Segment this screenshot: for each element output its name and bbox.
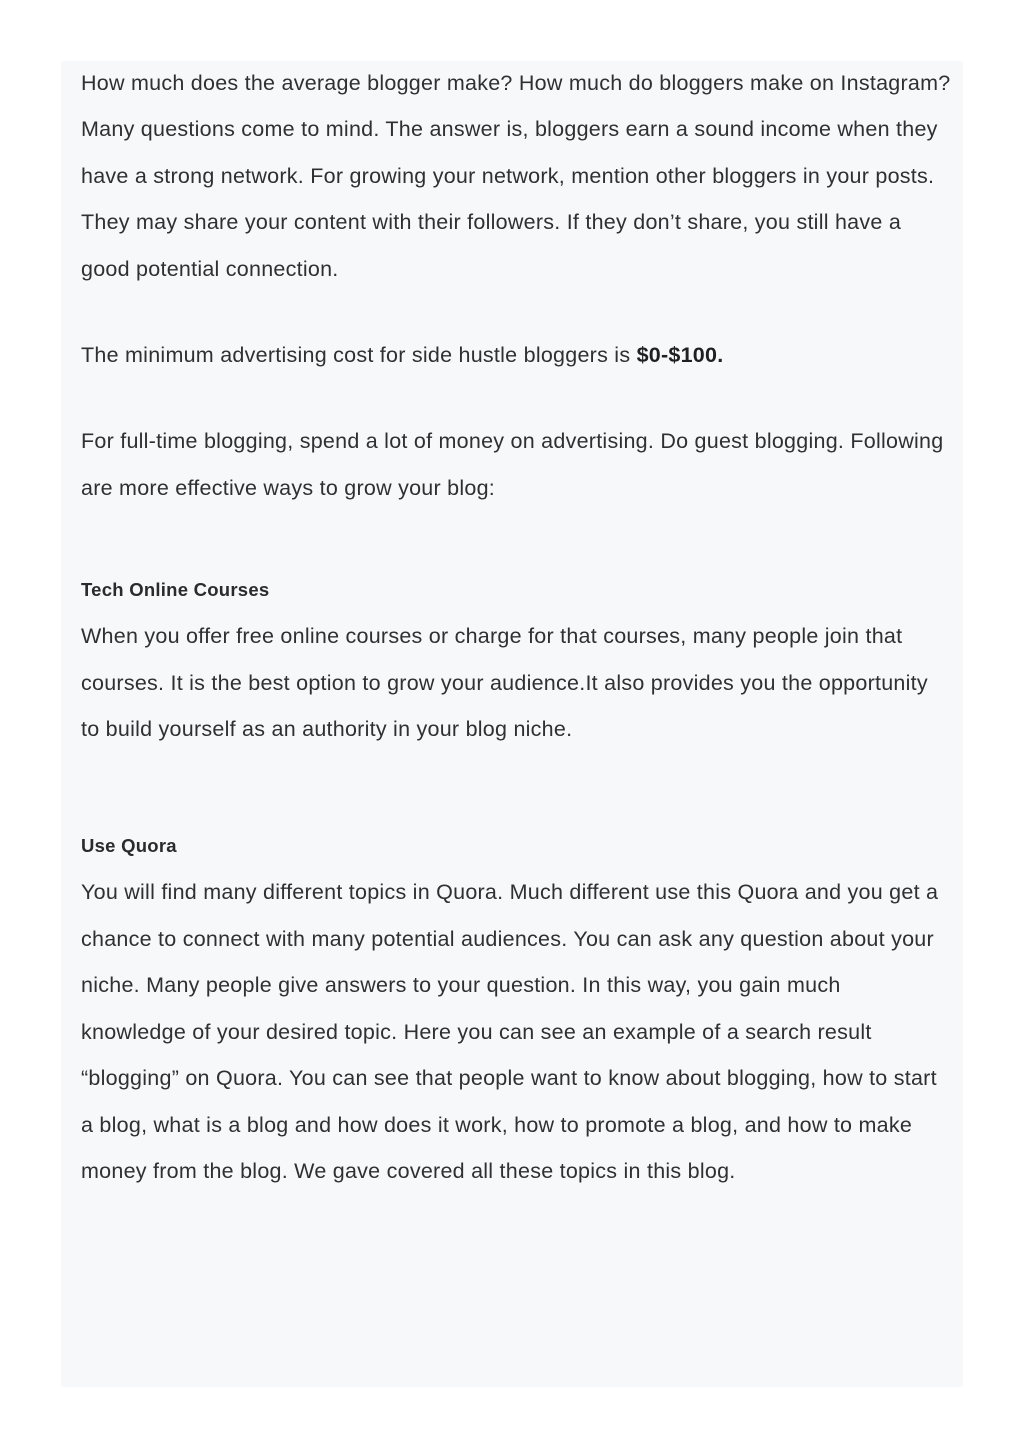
section-heading: Tech Online Courses (81, 579, 270, 601)
section-body: When you offer free online courses or charge for that courses, many people join that courses. It is the best option to grow your audience.It also provides you the opportunity to build yourself as an authority in your blog niche. (81, 624, 928, 742)
document-content (81, 60, 951, 1194)
section-use-quora (81, 833, 951, 1194)
advertising-cost-text: The minimum advertising cost for side hustle bloggers is (81, 343, 637, 368)
advertising-cost-amount: $0-$100. (636, 343, 724, 368)
section-tech-online-courses (81, 577, 951, 752)
advertising-cost-paragraph (81, 332, 951, 378)
intro-paragraph: How much does the average blogger make? How much do bloggers make on Instagram? Many questions come to mind. The answer is, bloggers earn a sound income when they have a strong network. For growing your network, mention other bloggers in your posts. They may share your content with their followers. If they don’t share, you still have a good potential connection. (81, 71, 951, 281)
full-time-blogging-paragraph: For full-time blogging, spend a lot of money on advertising. Do guest blogging. Following are more effective ways to grow your blog: (81, 429, 944, 500)
section-body: You will find many different topics in Quora. Much different use this Quora and you get a chance to connect with many potential audiences. You can ask any question about your niche. Many people give answers to your question. In this way, you gain much knowledge of your desired topic. Here you can see an example of a search result “blogging” on Quora. You can see that people want to know about blogging, how to start a blog, what is a blog and how does it work, how to promote a blog, and how to make money from the blog. We gave covered all these topics in this blog. (81, 880, 939, 1183)
section-heading: Use Quora (81, 835, 177, 857)
